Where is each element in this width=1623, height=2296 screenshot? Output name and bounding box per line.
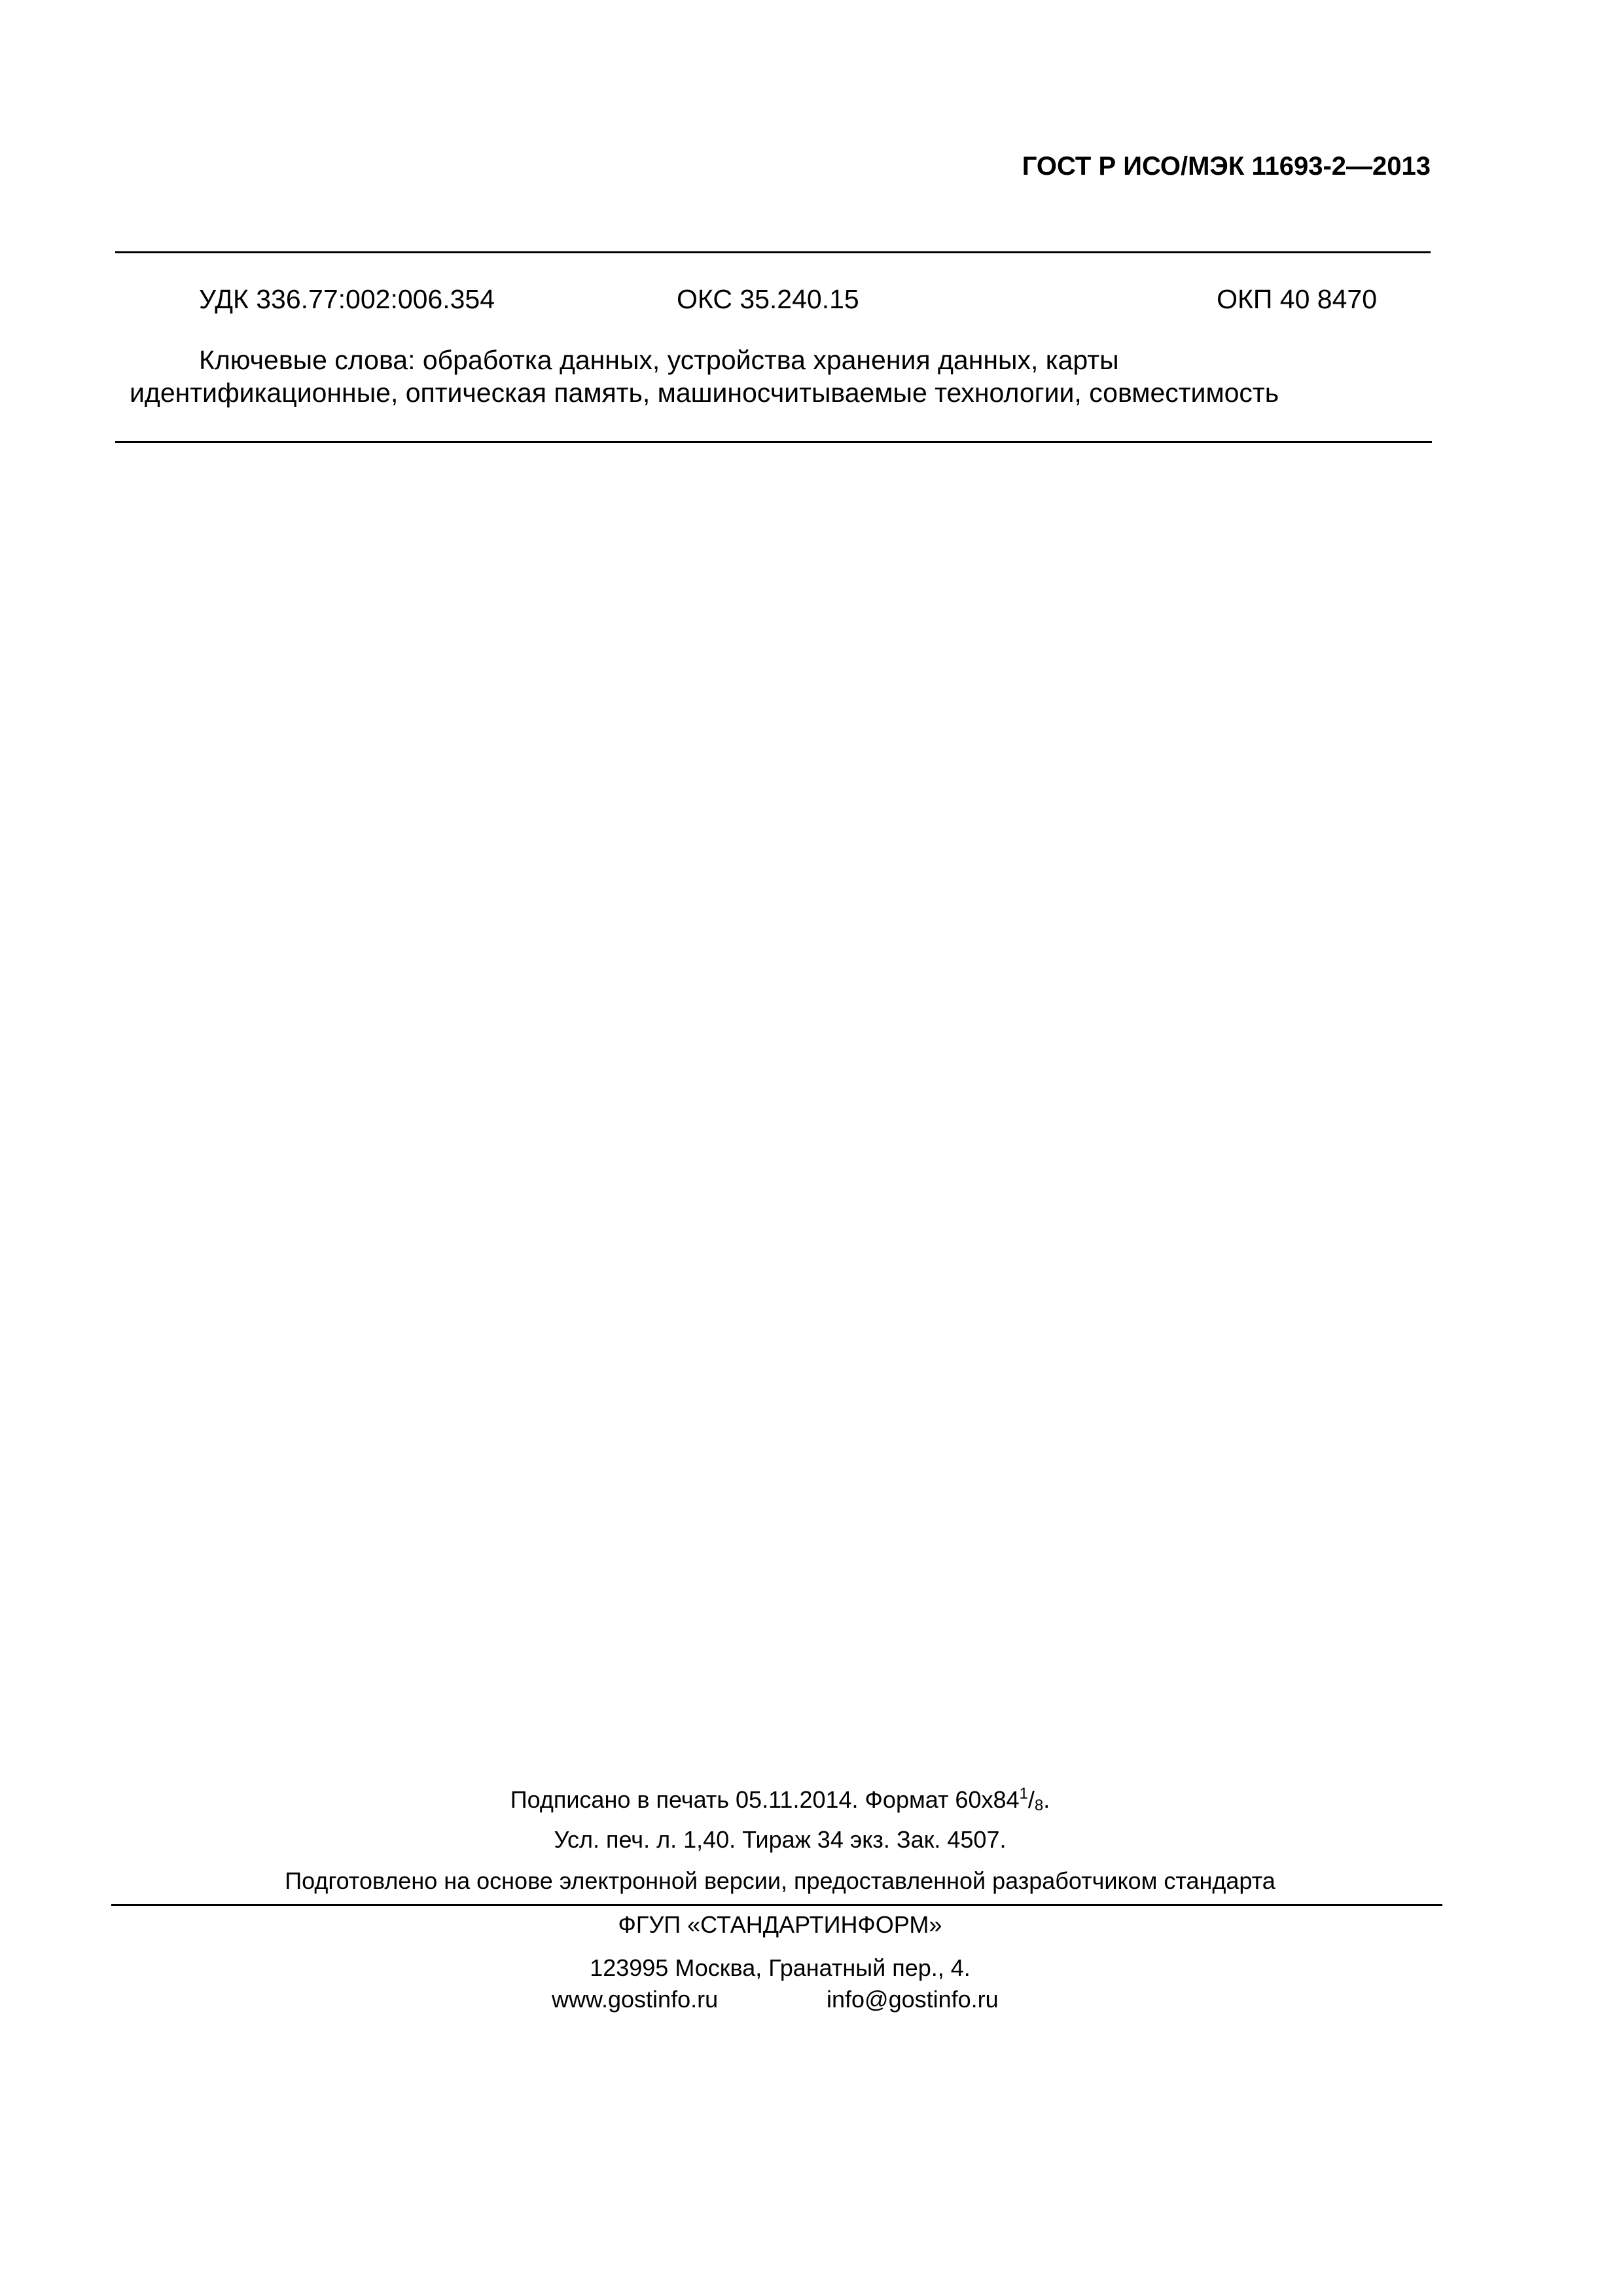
email-link[interactable]: info@gostinfo.ru xyxy=(827,1986,999,2013)
format-slash: / xyxy=(1027,1786,1035,1813)
top-divider xyxy=(115,251,1431,253)
keywords-line-1: Ключевые слова: обработка данных, устройства хранения данных, карты xyxy=(199,345,1119,375)
format-end: . xyxy=(1043,1786,1050,1813)
prepared-note: Подготовлено на основе электронной версии, предоставленной разработчиком стандарта xyxy=(285,1867,1275,1894)
publisher-address: 123995 Москва, Гранатный пер., 4. xyxy=(590,1954,971,1981)
oks-code: ОКС 35.240.15 xyxy=(677,284,859,314)
website-link[interactable]: www.gostinfo.ru xyxy=(552,1986,719,2013)
okp-code: ОКП 40 8470 xyxy=(1217,284,1377,314)
keywords-line-2: идентификационные, оптическая память, машиносчитываемые технологии, совместимость xyxy=(130,378,1279,408)
signed-text: Подписано в печать 05.11.2014. Формат 60х84 xyxy=(510,1786,1020,1813)
signed-for-print xyxy=(0,1785,1560,1815)
standard-code: ГОСТ Р ИСО/МЭК 11693-2—2013 xyxy=(1022,152,1431,181)
publisher-name: ФГУП «СТАНДАРТИНФОРМ» xyxy=(618,1911,942,1938)
publisher-divider xyxy=(111,1904,1442,1906)
format-denominator: 8 xyxy=(1034,1797,1044,1814)
udk-code: УДК 336.77:002:006.354 xyxy=(199,284,495,314)
keywords-divider xyxy=(115,441,1432,443)
print-details: Усл. печ. л. 1,40. Тираж 34 экз. Зак. 4507. xyxy=(554,1826,1007,1853)
format-numerator: 1 xyxy=(1019,1785,1028,1803)
